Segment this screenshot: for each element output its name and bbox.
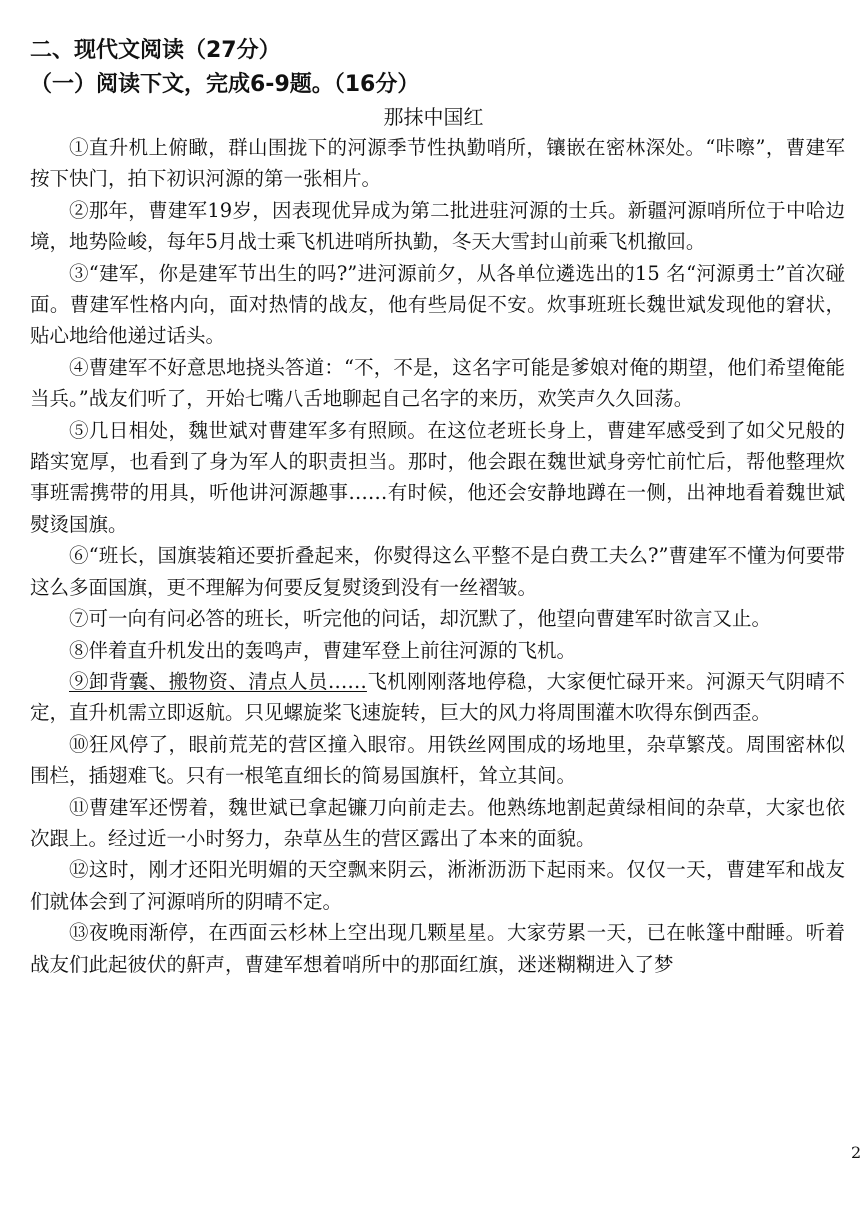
paragraph-13: ⑬夜晚雨渐停，在西面云杉林上空出现几颗星星。大家劳累一天，已在帐篷中酣睡。听着战友们此起彼伏的鼾声，曹建军想着哨所中的那面红旗，迷迷糊糊进入了梦 [30,921,845,976]
paragraph-6: ⑥“班长，国旗装箱还要折叠起来，你熨得这么平整不是白费工夫么?”曹建军不懂为何要带这么多面国旗，更不理解为何要反复熨烫到没有一丝褶皱。 [30,544,845,599]
paragraph-9: ⑨卸背囊、搬物资、清点人员……飞机刚刚落地停稳，大家便忙碌开来。河源天气阴晴不定，直升机需立即返航。只见螺旋桨飞速旋转，巨大的风力将周围灌木吹得东倒西歪。 [30,669,845,725]
paragraph-5: ⑤几日相处，魏世斌对曹建军多有照顾。在这位老班长身上，曹建军感受到了如父兄般的踏实宽厚，也看到了身为军人的职责担当。那时，他会跟在魏世斌身旁忙前忙后，帮他整理炊事班需携带的用具，听他讲河源趣事……有时候，他还会安静地蹲在一侧，出神地看着魏世斌熨烫国旗。 [30,418,845,536]
section-heading: 二、现代文阅读（27分） [30,38,281,63]
article-title: 那抹中国红 [383,105,484,129]
article-body [30,132,845,980]
paragraph-4: ④曹建军不好意思地挠头答道：“不，不是，这名字可能是爹娘对俺的期望，他们希望俺能当兵。”战友们听了，开始七嘴八舌地聊起自己名字的来历，欢笑声久久回荡。 [30,355,845,411]
paragraph-3: ③“建军，你是建军节出生的吗?”进河源前夕，从各单位遴选出的15 名“河源勇士”首次碰面。曹建军性格内向，面对热情的战友，他有些局促不安。炊事班班长魏世斌发现他的窘状，贴心地给他递过话头。 [30,261,845,348]
paragraph-2: ②那年，曹建军19岁，因表现优异成为第二批进驻河源的士兵。新疆河源哨所位于中哈边境，地势险峻，每年5月战士乘飞机进哨所执勤，冬天大雪封山前乘飞机撤回。 [30,198,845,254]
paragraph-8: ⑧伴着直升机发出的轰鸣声，曹建军登上前往河源的飞机。 [69,638,577,662]
sub-heading: （一）阅读下文，完成6-9题。（16分） [30,72,420,97]
paragraph-11: ⑪曹建军还愣着，魏世斌已拿起镰刀向前走去。他熟练地割起黄绿相间的杂草，大家也依次跟上。经过近一小时努力，杂草丛生的营区露出了本来的面貌。 [30,795,845,850]
paragraph-10: ⑩狂风停了，眼前荒芜的营区撞入眼帘。用铁丝网围成的场地里，杂草繁茂。周围密林似围栏，插翅难飞。只有一根笔直细长的简易国旗杆，耸立其间。 [30,732,845,788]
paragraph-1: ①直升机上俯瞰，群山围拢下的河源季节性执勤哨所，镶嵌在密林深处。“咔嚓”，曹建军按下快门，拍下初识河源的第一张相片。 [30,136,845,191]
paragraph-7: ⑦可一向有问必答的班长，听完他的问话，却沉默了，他望向曹建军时欲言又止。 [69,607,772,631]
underlined-phrase: ⑨卸背囊、搬物资、清点人员…… [69,669,367,693]
page-number: 2 [851,1143,862,1162]
paragraph-12: ⑫这时，刚才还阳光明媚的天空飘来阴云，淅淅沥沥下起雨来。仅仅一天，曹建军和战友们就体会到了河源哨所的阴晴不定。 [30,858,845,913]
